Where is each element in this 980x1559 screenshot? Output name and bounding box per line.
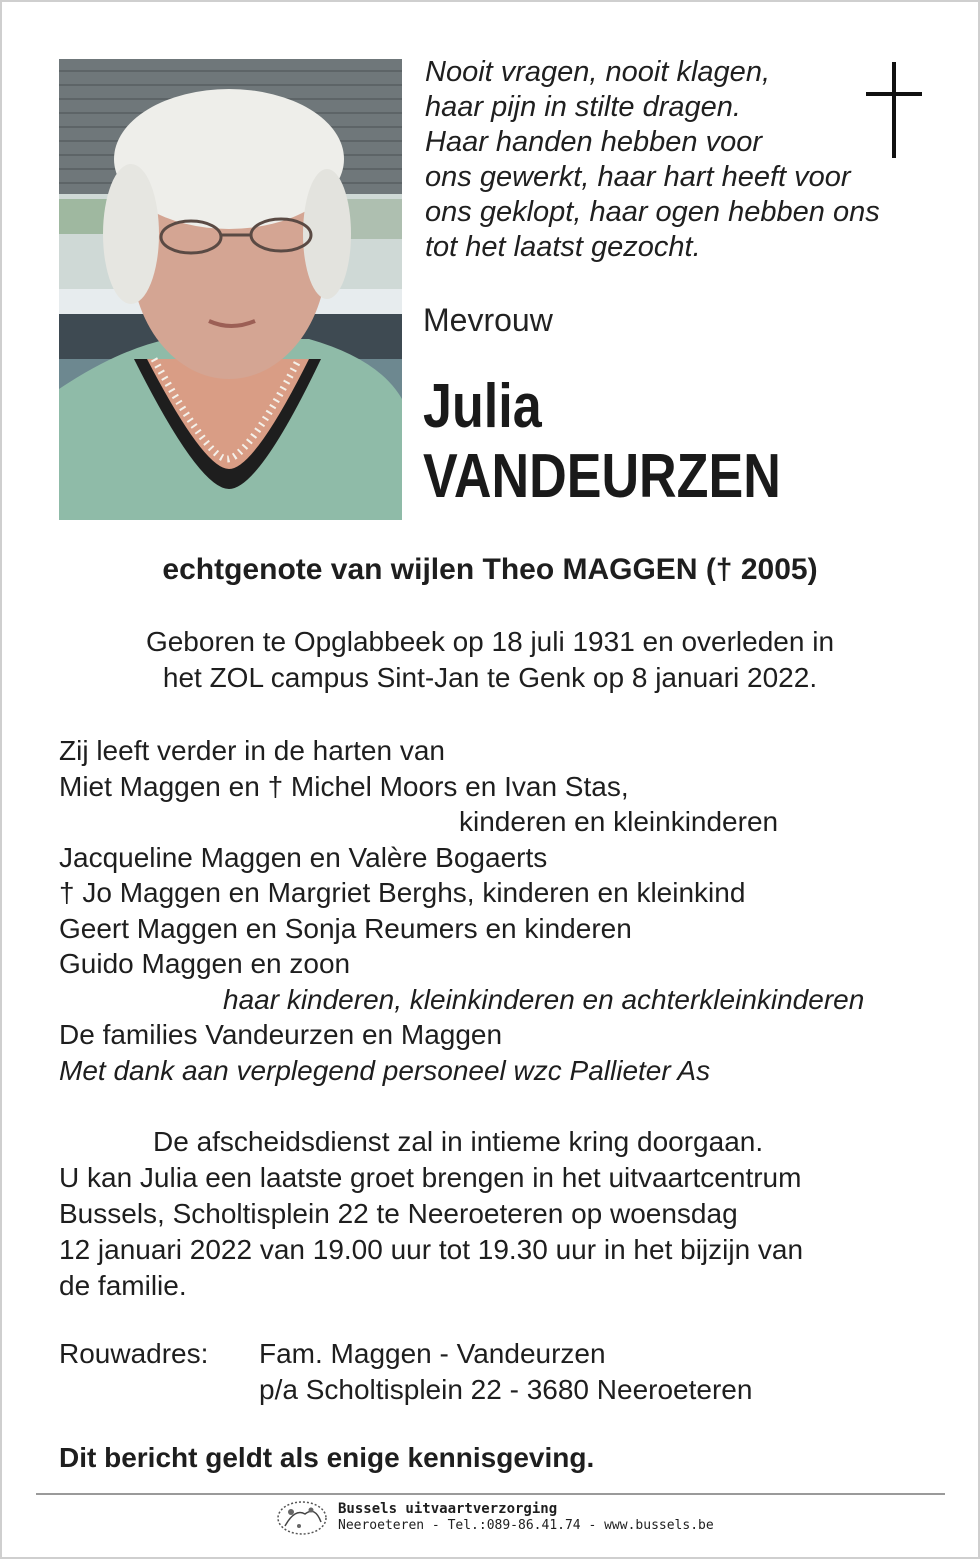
- address-label: Rouwadres:: [59, 1338, 209, 1369]
- poem: [425, 55, 925, 265]
- poem-line: ons geklopt, haar ogen hebben ons: [425, 196, 880, 228]
- family-line: Geert Maggen en Sonja Reumers en kinderen: [59, 912, 632, 944]
- spouse-line: echtgenote van wijlen Theo MAGGEN († 2005): [162, 553, 818, 586]
- poem-line: ons gewerkt, haar hart heeft voor: [425, 161, 851, 193]
- salutation: Mevrouw: [423, 302, 553, 338]
- ceremony-line: Bussels, Scholtisplein 22 te Neeroeteren op woensdag: [59, 1198, 738, 1229]
- deceased-name: [423, 372, 781, 512]
- family-line: kinderen en kleinkinderen: [459, 806, 779, 837]
- poem-line: Nooit vragen, nooit klagen,: [425, 56, 770, 88]
- ceremony-line: 12 januari 2022 van 19.00 uur tot 19.30 uur in het bijzijn van: [59, 1234, 804, 1265]
- address-value: [259, 1336, 752, 1408]
- birth-death-info: [0, 624, 980, 696]
- ceremony-line: de familie.: [59, 1270, 187, 1301]
- family-line: Miet Maggen en † Michel Moors en Ivan Stas,: [59, 770, 629, 802]
- cross-icon: [866, 62, 922, 158]
- company-name: Bussels uitvaartverzorging: [338, 1501, 558, 1517]
- family-line: Guido Maggen en zoon: [59, 948, 351, 979]
- footer: [275, 1499, 735, 1539]
- address-line: p/a Scholtisplein 22 - 3680 Neeroeteren: [259, 1374, 753, 1405]
- family-list: [59, 733, 939, 1088]
- ceremony-info: [59, 1124, 929, 1304]
- divider: [36, 1493, 945, 1495]
- poem-line: Haar handen hebben voor: [425, 126, 762, 158]
- last-name: VANDEURZEN: [423, 442, 781, 511]
- family-line: haar kinderen, kleinkinderen en achterkleinkinderen: [223, 983, 865, 1015]
- bussels-logo: [275, 1500, 329, 1536]
- birth-death-line: het ZOL campus Sint-Jan te Genk op 8 januari 2022.: [162, 662, 818, 693]
- company-contact: Neeroeteren - Tel.:089-86.41.74 - www.bussels.be: [338, 1518, 714, 1533]
- family-line: De families Vandeurzen en Maggen: [59, 1019, 503, 1050]
- family-intro: Zij leeft verder in de harten van: [59, 735, 445, 766]
- poem-line: tot het laatst gezocht.: [425, 231, 701, 263]
- thanks-line: Met dank aan verplegend personeel wzc Pallieter As: [59, 1054, 711, 1086]
- poem-line: haar pijn in stilte dragen.: [425, 91, 741, 123]
- notice: Dit bericht geldt als enige kennisgeving.: [59, 1442, 595, 1473]
- address-line: Fam. Maggen - Vandeurzen: [259, 1338, 606, 1369]
- ceremony-line: U kan Julia een laatste groet brengen in het uitvaartcentrum: [59, 1162, 802, 1193]
- family-line: Jacqueline Maggen en Valère Bogaerts: [59, 841, 548, 873]
- family-line: † Jo Maggen en Margriet Berghs, kinderen en kleinkind: [59, 877, 746, 908]
- ceremony-line: De afscheidsdienst zal in intieme kring doorgaan.: [153, 1126, 764, 1157]
- first-name: Julia: [423, 372, 542, 441]
- birth-death-line: Geboren te Opglabbeek op 18 juli 1931 en overleden in: [145, 626, 835, 657]
- portrait-photo: [59, 59, 402, 520]
